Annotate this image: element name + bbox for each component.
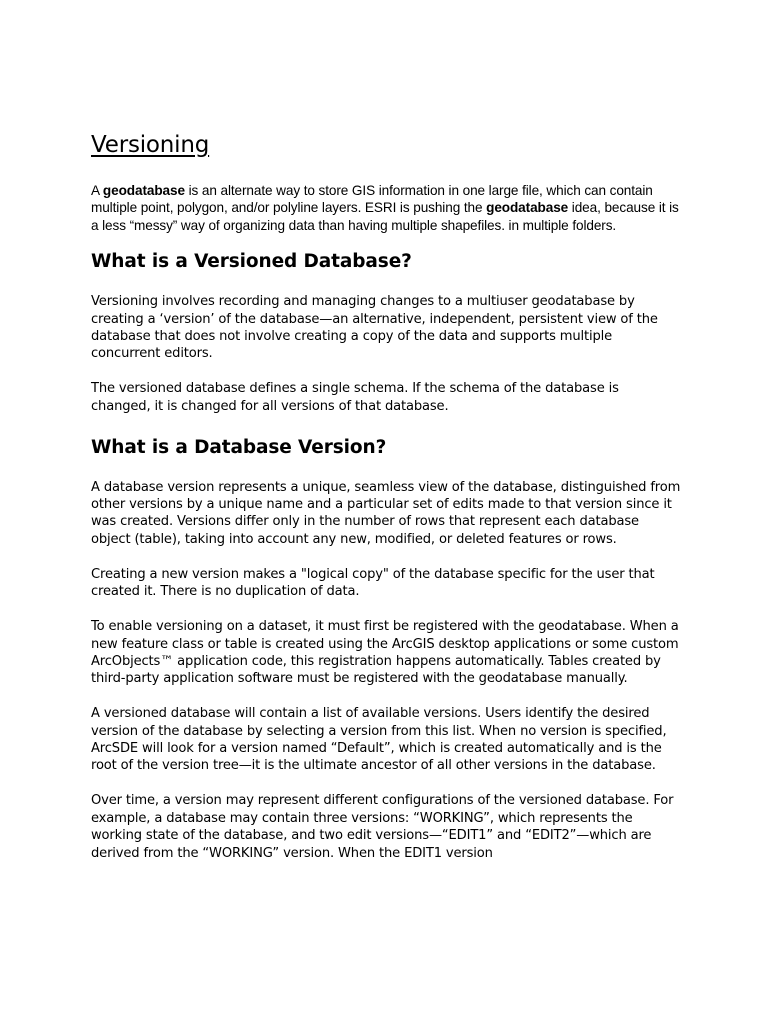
section-heading-versioned-database: What is a Versioned Database? xyxy=(91,251,412,273)
paragraph: Versioning involves recording and managing changes to a multiuser geodatabase by creating a ‘version’ of the database—an alternative, independent, persistent view of the database that does not involve creating a copy of the data and supports multiple concurrent editors. xyxy=(91,294,658,362)
intro-text-3: idea, because it is a less “messy” way of organizing data than having multiple shapefiles. in multiple folders. xyxy=(91,200,679,233)
intro-bold-2: geodatabase xyxy=(486,200,569,216)
intro-paragraph xyxy=(91,182,681,234)
intro-text-2: is an alternate way to store GIS information in one large file, which can contain multiple point, polygon, and/or polyline layers. ESRI is pushing the xyxy=(91,183,653,216)
paragraph: Over time, a version may represent different configurations of the versioned database. For example, a database may contain three versions: “WORKING”, which represents the working state of the database, and two edit versions—“EDIT1” and “EDIT2”—which are derived from the “WORKING” version. When the EDIT1 version xyxy=(91,793,674,861)
section-heading-database-version: What is a Database Version? xyxy=(91,436,387,458)
paragraph: To enable versioning on a dataset, it must first be registered with the geodatabase. When a new feature class or table is created using the ArcGIS desktop applications or some custom ArcObjects™ application code, this registration happens automatically. Tables created by third-party application software must be registered with the geodatabase manually. xyxy=(91,619,679,687)
intro-text-1: A xyxy=(91,183,103,198)
page-title: Versioning xyxy=(91,132,210,158)
paragraph: Creating a new version makes a "logical copy" of the database specific for the user that created it. There is no duplication of data. xyxy=(91,566,655,600)
paragraph: A database version represents a unique, seamless view of the database, distinguished from other versions by a unique name and a particular set of edits made to that version since it was created. Versions differ only in the number of rows that represent each database object (table), taking into account any new, modified, or deleted features or rows. xyxy=(91,479,681,547)
paragraph: A versioned database will contain a list of available versions. Users identify the desired version of the database by selecting a version from this list. When no version is specified, ArcSDE will look for a version named “Default”, which is created automatically and is the root of the version tree—it is the ultimate ancestor of all other versions in the database. xyxy=(91,706,667,774)
intro-bold-1: geodatabase xyxy=(102,183,185,198)
document-page xyxy=(91,128,681,879)
paragraph: The versioned database defines a single schema. If the schema of the database is changed, it is changed for all versions of that database. xyxy=(91,381,619,414)
